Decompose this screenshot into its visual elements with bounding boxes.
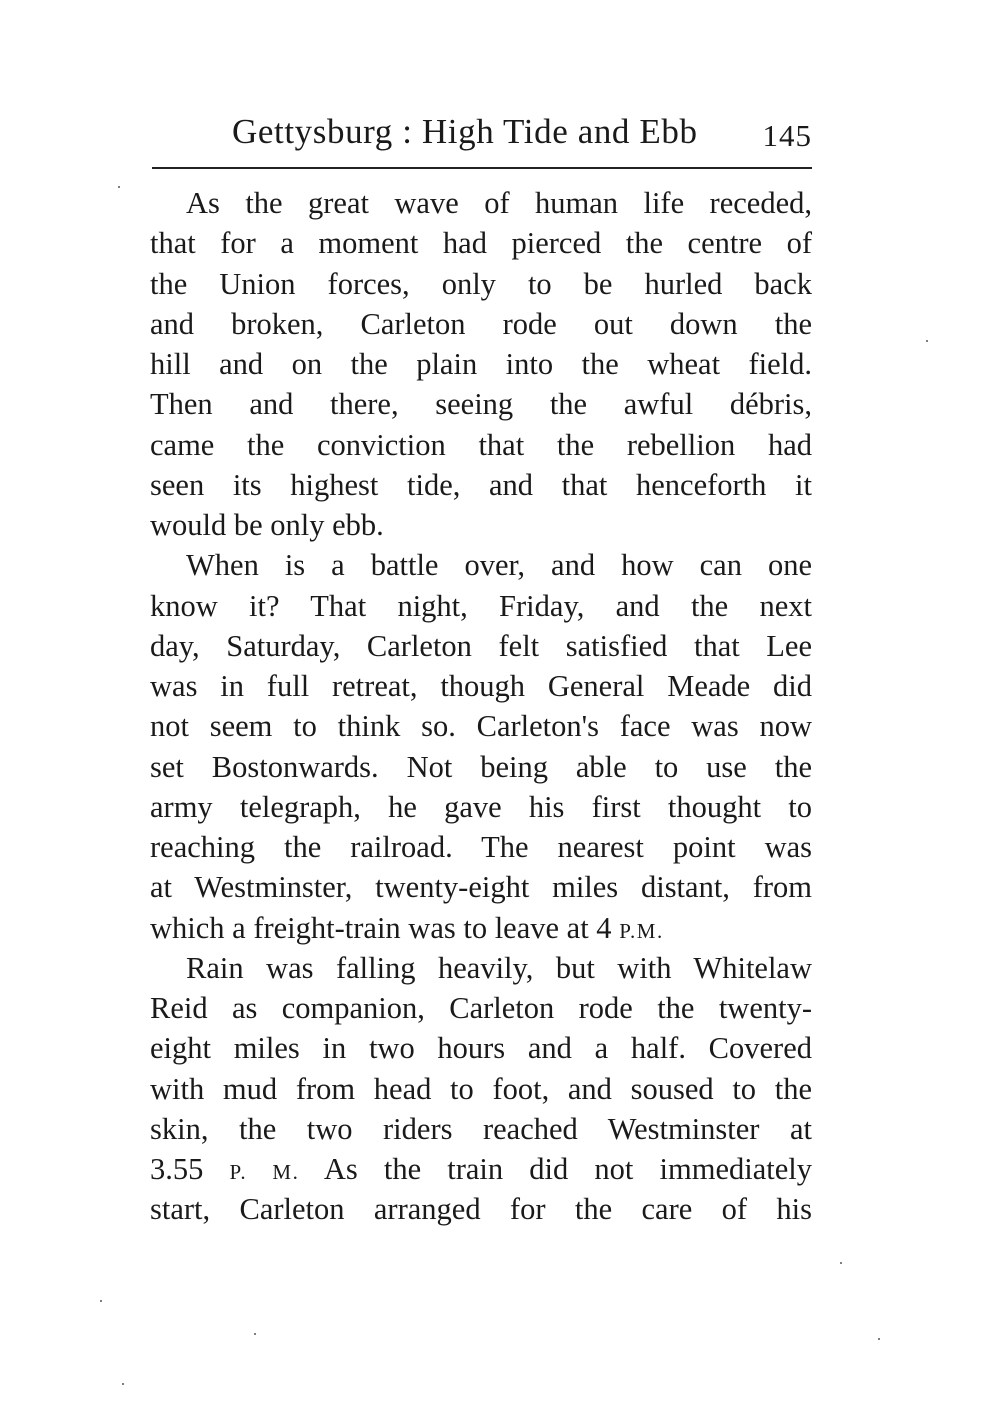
text-line — [150, 908, 812, 948]
running-title: Gettysburg : High Tide and Ebb — [232, 112, 698, 151]
text-line: with mud from head to foot, and soused to the — [150, 1071, 812, 1106]
text-line: Reid as companion, Carleton rode the twenty- — [150, 991, 812, 1025]
paper-speck — [122, 1383, 124, 1385]
paper-speck — [100, 1300, 102, 1302]
paragraph-1 — [150, 183, 812, 545]
text-line-rest: As the train did not immediately — [323, 1152, 813, 1186]
text-line-main: which a freight-train was to leave at 4 — [150, 910, 612, 945]
paper-speck — [926, 340, 928, 342]
text-line: would be only ebb. — [150, 508, 384, 542]
paper-speck — [254, 1333, 256, 1335]
text-line: know it? That night, Friday, and the next — [150, 588, 812, 623]
text-line: set Bostonwards. Not being able to use the — [150, 749, 812, 784]
paper-speck — [878, 1338, 880, 1340]
text-line: When is a battle over, and how can one — [186, 548, 812, 583]
text-line: day, Saturday, Carleton felt satisfied that Lee — [150, 628, 812, 663]
text-line: eight miles in two hours and a half. Covered — [150, 1031, 812, 1066]
text-line — [150, 1149, 812, 1189]
text-line: army telegraph, he gave his first thought to — [150, 789, 812, 824]
text-line: not seem to think so. Carleton's face was now — [150, 709, 812, 744]
text-line: seen its highest tide, and that henceforth it — [150, 467, 812, 502]
paragraph-2 — [150, 545, 812, 948]
paragraph-3 — [150, 948, 812, 1230]
text-line: reaching the railroad. The nearest point was — [150, 830, 812, 864]
text-line: came the conviction that the rebellion had — [150, 427, 812, 462]
paper-speck — [840, 1262, 842, 1264]
text-line: start, Carleton arranged for the care of his — [150, 1192, 812, 1227]
text-line: the Union forces, only to be hurled back — [150, 266, 812, 301]
text-line: and broken, Carleton rode out down the — [150, 306, 812, 341]
time-abbreviation: P. M. — [229, 1160, 300, 1184]
text-line: skin, the two riders reached Westminster at — [150, 1111, 812, 1146]
time-abbreviation: P.M. — [619, 918, 664, 943]
text-line: As the great wave of human life receded, — [186, 186, 812, 220]
text-line: that for a moment had pierced the centre of — [150, 226, 812, 261]
text-line: Then and there, seeing the awful débris, — [150, 387, 812, 422]
body-text — [150, 183, 812, 1230]
text-line: at Westminster, twenty-eight miles distant, from — [150, 870, 812, 905]
running-head — [152, 112, 812, 162]
text-line: Rain was falling heavily, but with Whitelaw — [186, 950, 812, 985]
text-line: was in full retreat, though General Meade did — [150, 669, 812, 703]
paper-speck — [118, 186, 120, 188]
time-value: 3.55 — [150, 1152, 204, 1186]
text-line: hill and on the plain into the wheat field. — [150, 347, 812, 381]
header-rule — [152, 167, 812, 169]
page-number: 145 — [762, 118, 812, 153]
